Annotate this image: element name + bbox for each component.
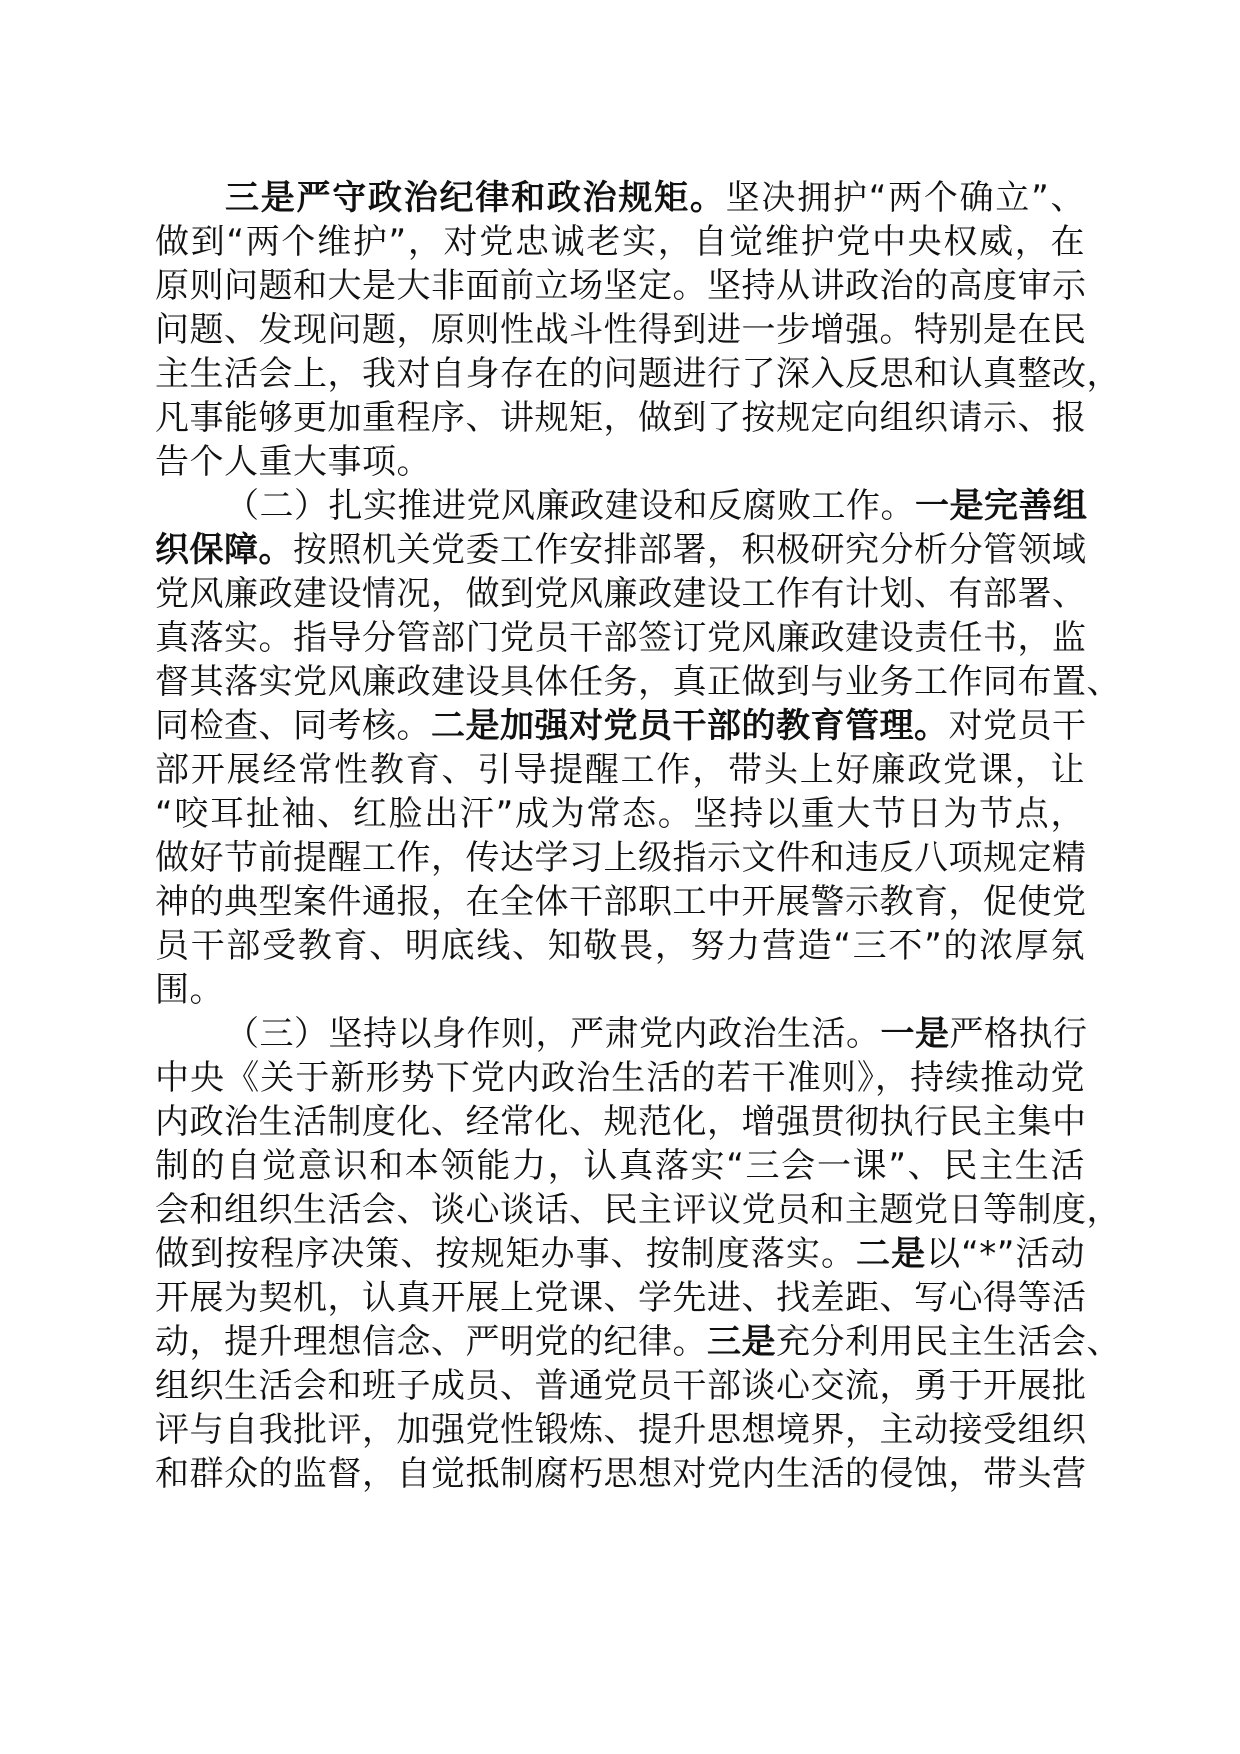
bold-lead: 二是加强对党员干部的教育管理。 (431, 706, 949, 746)
text-line: 督其落实党风廉政建设具体任务，真正做到与业务工作同布置、 (155, 662, 1121, 702)
text-line: 做到按程序决策、按规矩办事、按制度落实。二是以“*”活动 (155, 1234, 1086, 1274)
text-line: 和群众的监督，自觉抵制腐朽思想对党内生活的侵蚀，带头营 (155, 1454, 1087, 1494)
text-line: 制的自觉意识和本领能力，认真落实“三会一课”、民主生活 (155, 1146, 1085, 1186)
text-line: 凡事能够更加重程序、讲规矩，做到了按规定向组织请示、报 (155, 398, 1087, 438)
text-line: 员干部受教育、明底线、知敬畏，努力营造“三不”的浓厚氛 (155, 926, 1085, 966)
text-line: 同检查、同考核。二是加强对党员干部的教育管理。对党员干 (155, 706, 1087, 746)
bold-lead: 三是严守政治纪律和政治规矩。 (225, 178, 726, 218)
text-line: 神的典型案件通报，在全体干部职工中开展警示教育，促使党 (155, 882, 1087, 922)
section-heading-line: （二）扎实推进党风廉政建设和反腐败工作。一是完善组 (225, 486, 1088, 526)
text-line: 三是严守政治纪律和政治规矩。坚决拥护“两个确立”、 (225, 178, 1085, 218)
text-line: 中央《关于新形势下党内政治生活的若干准则》，持续推动党 (155, 1058, 1085, 1098)
bold-lead: 一是完善组 (915, 486, 1088, 526)
text-line: 原则问题和大是大非面前立场坚定。坚持从讲政治的高度审示 (155, 266, 1087, 306)
text-line: 主生活会上，我对自身存在的问题进行了深入反思和认真整改， (155, 354, 1121, 394)
section-heading-line: （三）坚持以身作则，严肃党内政治生活。一是严格执行 (225, 1014, 1088, 1054)
text-line: 评与自我批评，加强党性锻炼、提升思想境界，主动接受组织 (155, 1410, 1087, 1450)
text-line: 真落实。指导分管部门党员干部签订党风廉政建设责任书，监 (155, 618, 1087, 658)
text-line: 党风廉政建设情况，做到党风廉政建设工作有计划、有部署、 (155, 574, 1087, 614)
text-line: 围。 (155, 970, 224, 1010)
text-line: 部开展经常性教育、引导提醒工作，带头上好廉政党课，让 (155, 750, 1085, 790)
text-line: 问题、发现问题，原则性战斗性得到进一步增强。特别是在民 (155, 310, 1087, 350)
text-line: 动，提升理想信念、严明党的纪律。三是充分利用民主生活会、 (155, 1322, 1121, 1362)
text-line: “咬耳扯袖、红脸出汗”成为常态。坚持以重大节日为节点， (155, 794, 1085, 834)
bold-lead: 一是 (880, 1014, 950, 1054)
text-line: 内政治生活制度化、经常化、规范化，增强贯彻执行民主集中 (155, 1102, 1087, 1142)
text-line: 做到“两个维护”，对党忠诚老实，自觉维护党中央权威，在 (155, 222, 1085, 262)
text-line: 组织生活会和班子成员、普通党员干部谈心交流，勇于开展批 (155, 1366, 1087, 1406)
bold-lead: 织保障。 (155, 530, 293, 570)
text-line: 做好节前提醒工作，传达学习上级指示文件和违反八项规定精 (155, 838, 1087, 878)
bold-lead: 二是 (856, 1234, 927, 1274)
bold-lead: 三是 (707, 1322, 776, 1362)
text-line: 会和组织生活会、谈心谈话、民主评议党员和主题党日等制度， (155, 1190, 1121, 1230)
text-line: 开展为契机，认真开展上党课、学先进、找差距、写心得等活 (155, 1278, 1087, 1318)
text-line: 告个人重大事项。 (155, 442, 431, 482)
text-line: 织保障。按照机关党委工作安排部署，积极研究分析分管领域 (155, 530, 1087, 570)
